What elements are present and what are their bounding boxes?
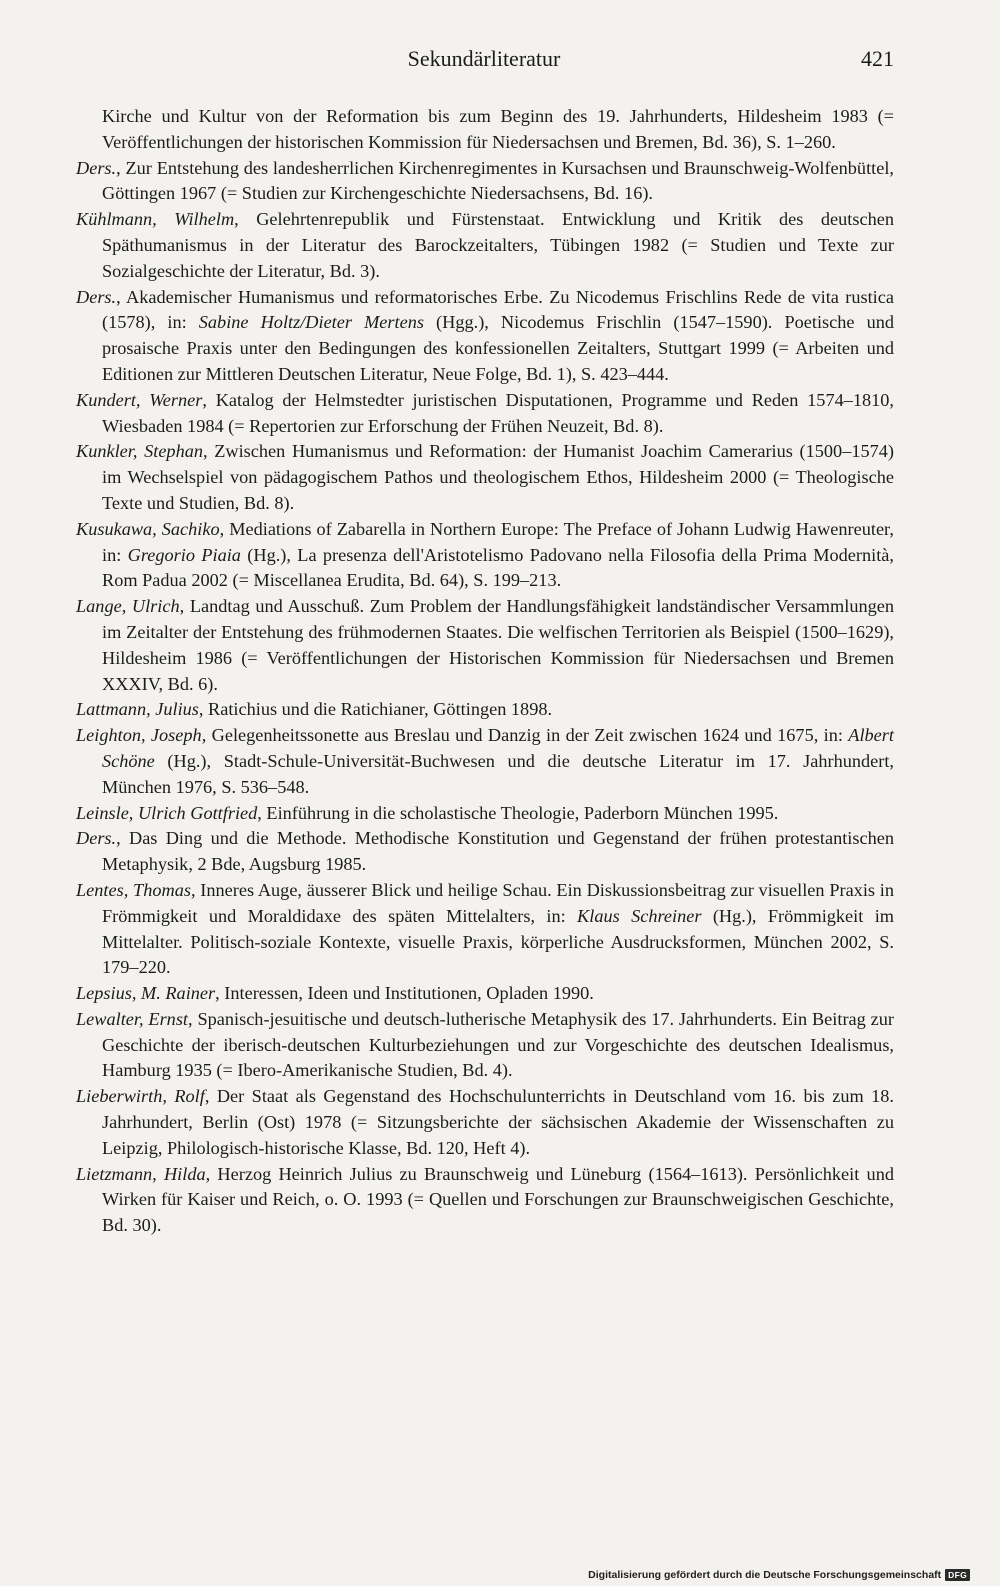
entry-author: Lietzmann, Hilda bbox=[76, 1163, 206, 1184]
entry-author: Lewalter, Ernst bbox=[76, 1008, 189, 1029]
entry-text: , Katalog der Helmstedter juristischen Disputationen, Programme und Reden 1574–1810, Wiesbaden 1984 (= Repertorien zur Erforschung der Frühen Neuzeit, Bd. 8). bbox=[102, 389, 894, 436]
entry-text: , Ratichius und die Ratichianer, Göttingen 1898. bbox=[198, 699, 553, 720]
bibliography-entry bbox=[76, 723, 894, 800]
bibliography-entry bbox=[76, 826, 894, 878]
bibliography-entry bbox=[76, 517, 894, 594]
entry-text: , Herzog Heinrich Julius zu Braunschweig und Lüneburg (1564–1613). Persönlichkeit und Wirken für Kaiser und Reich, o. O. 1993 (= Quellen und Forschungen zur Braunschweigischen Geschichte, Bd. 30). bbox=[102, 1163, 894, 1236]
digitization-credit bbox=[588, 1566, 970, 1584]
entry-editor: Albert Schöne bbox=[102, 725, 894, 771]
entry-text: , Akademischer Humanismus und reformatorisches Erbe. Zu Nicodemus Frischlins Rede de vita rustica (1578), in: bbox=[102, 286, 894, 333]
entry-author: Kundert, Werner bbox=[76, 389, 203, 410]
entry-editor: Klaus Schreiner bbox=[577, 905, 702, 926]
entry-text: Kirche und Kultur von der Reformation bis zum Beginn des 19. Jahrhunderts, Hildesheim 1983 (= Veröffentlichungen der historischen Kommission für Niedersachsen und Bremen, Bd. 36), S. 1–260. bbox=[102, 106, 894, 152]
bibliography-entry bbox=[76, 697, 894, 723]
bibliography-entry bbox=[76, 104, 894, 156]
bibliography-entry bbox=[76, 1162, 894, 1239]
bibliography-entry bbox=[76, 156, 894, 208]
entry-author: Kunkler, Stephan bbox=[76, 441, 203, 462]
entry-text: , Der Staat als Gegenstand des Hochschulunterrichts in Deutschland vom 16. bis zum 18. Jahrhundert, Berlin (Ost) 1978 (= Sitzungsberichte der sächsischen Akademie der Wissenschaften zu Leipzig, Philologisch-historische Klasse, Bd. 120, Heft 4). bbox=[102, 1086, 894, 1158]
entry-author: Leinsle, Ulrich Gottfried bbox=[76, 802, 258, 823]
bibliography-entry bbox=[76, 285, 894, 388]
bibliography-entry bbox=[76, 594, 894, 697]
entry-text: , Zwischen Humanismus und Reformation: der Humanist Joachim Camerarius (1500–1574) im Wechselspiel von pädagogischem Pathos und theologischem Ethos, Hildesheim 2000 (= Theologische Texte und Studien, Bd. 8). bbox=[102, 441, 894, 513]
bibliography-entry bbox=[76, 1007, 894, 1084]
entry-text: , Das Ding und die Methode. Methodische Konstitution und Gegenstand der frühen protestantischen Metaphysik, 2 Bde, Augsburg 1985. bbox=[102, 828, 894, 875]
bibliography-entry bbox=[76, 439, 894, 516]
entry-author: Kühlmann, Wilhelm bbox=[76, 209, 235, 230]
entry-author: Lieberwirth, Rolf bbox=[76, 1086, 205, 1107]
entry-author: Leighton, Joseph bbox=[76, 725, 202, 746]
credit-text: Digitalisierung gefördert durch die Deutsche Forschungsgemeinschaft bbox=[588, 1569, 942, 1581]
bibliography-entry bbox=[76, 388, 894, 440]
entry-author: Lange, Ulrich bbox=[76, 596, 180, 617]
entry-text: , Mediations of Zabarella in Northern Europe: The Preface of Johann Ludwig Hawenreuter, in: bbox=[102, 518, 894, 565]
bibliography-entry bbox=[76, 1084, 894, 1161]
dfg-logo: DFG bbox=[945, 1569, 970, 1581]
entry-text: , Interessen, Ideen und Institutionen, Opladen 1990. bbox=[215, 983, 594, 1004]
entry-editor: Sabine Holtz/Dieter Mertens bbox=[198, 312, 424, 333]
page-number: 421 bbox=[861, 46, 894, 71]
bibliography-entry bbox=[76, 878, 894, 981]
entry-text: , Zur Entstehung des landesherrlichen Kirchenregimentes in Kursachsen und Braunschweig-Wolfenbüttel, Göttingen 1967 (= Studien zur Kirchengeschichte Niedersachsens, Bd. 16). bbox=[102, 157, 894, 204]
entry-author: Kusukawa, Sachiko bbox=[76, 518, 220, 539]
entry-text: , Spanisch-jesuitische und deutsch-lutherische Metaphysik des 17. Jahrhunderts. Ein Beitrag zur Geschichte der iberisch-deutschen Kulturbeziehungen und zur Vorgeschichte des deutschen Idealismus, Hamburg 1935 (= Ibero-Amerikanische Studien, Bd. 4). bbox=[102, 1008, 894, 1081]
entry-author: Lentes, Thomas bbox=[76, 879, 191, 900]
bibliography-entry bbox=[76, 207, 894, 284]
entry-text: , Gelegenheitssonette aus Breslau und Danzig in der Zeit zwischen 1624 und 1675, in: bbox=[201, 725, 849, 746]
entry-author: Ders. bbox=[76, 157, 117, 178]
entry-text: (Hg.), La presenza dell'Aristotelismo Padovano nella Filosofia della Prima Modernità, Rom Padua 2002 (= Miscellanea Erudita, Bd. 64), S. 199–213. bbox=[102, 544, 894, 591]
bibliography-entry bbox=[76, 801, 894, 827]
entry-text: (Hg.), Stadt-Schule-Universität-Buchwesen und die deutsche Literatur im 17. Jahrhundert, München 1976, S. 536–548. bbox=[102, 750, 894, 797]
entry-text: , Inneres Auge, äusserer Blick und heilige Schau. Ein Diskussionsbeitrag zur visuellen Praxis in Frömmigkeit und Moraldidaxe des späten Mittelalters, in: bbox=[102, 879, 894, 926]
bibliography-list bbox=[76, 104, 894, 1239]
entry-text: , Gelehrtenrepublik und Fürstenstaat. Entwicklung und Kritik des deutschen Späthumanismus in der Literatur des Barockzeitalters, Tübingen 1982 (= Studien und Texte zur Sozialgeschichte der Literatur, Bd. 3). bbox=[102, 209, 894, 281]
running-title: Sekundärliteratur bbox=[407, 46, 561, 71]
entry-author: Lattmann, Julius bbox=[76, 699, 199, 720]
entry-author: Ders. bbox=[76, 828, 117, 849]
bibliography-entry bbox=[76, 981, 894, 1007]
entry-text: (Hgg.), Nicodemus Frischlin (1547–1590). Poetische und prosaische Praxis unter den Bedingungen des konfessionellen Zeitalters, Stuttgart 1999 (= Arbeiten und Editionen zur Mittleren Deutschen Literatur, Neue Folge, Bd. 1), S. 423–444. bbox=[102, 312, 894, 384]
entry-author: Lepsius, M. Rainer bbox=[76, 983, 216, 1004]
entry-author: Ders. bbox=[76, 286, 117, 307]
entry-text: , Landtag und Ausschuß. Zum Problem der Handlungsfähigkeit landständischer Versammlungen im Zeitalter der Entstehung des frühmodernen Staates. Die welfischen Territorien als Beispiel (1500–1629), Hildesheim 1986 (= Veröffentlichungen der Historischen Kommission für Niedersachsen und Bremen XXXIV, Bd. 6). bbox=[102, 596, 894, 694]
entry-editor: Gregorio Piaia bbox=[127, 544, 241, 565]
page-header bbox=[74, 46, 894, 80]
entry-text: (Hg.), Frömmigkeit im Mittelalter. Politisch-soziale Kontexte, visuelle Praxis, körperliche Ausdrucksformen, München 2002, S. 179–220. bbox=[102, 905, 894, 978]
entry-text: , Einführung in die scholastische Theologie, Paderborn München 1995. bbox=[257, 802, 779, 823]
